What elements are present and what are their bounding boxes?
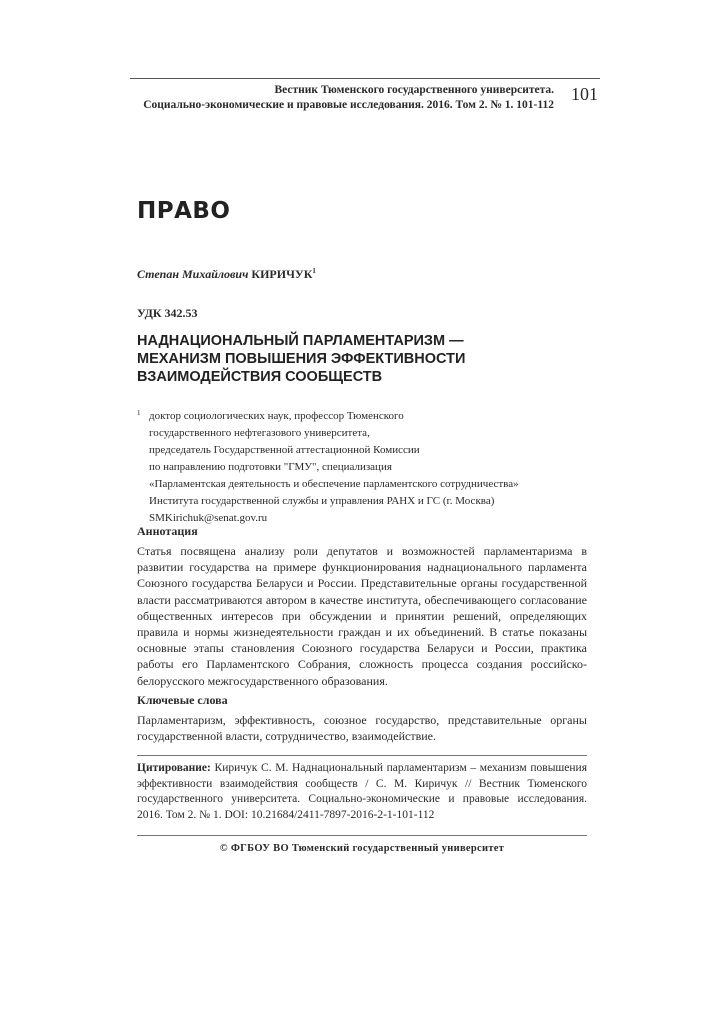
copyright-notice: © ФГБОУ ВО Тюменский государственный университет	[219, 843, 505, 854]
journal-header	[130, 78, 600, 111]
page-number: 101	[571, 84, 598, 104]
affiliation-line: государственного нефтегазового университета,	[149, 427, 370, 439]
udk-code: УДК 342.53	[137, 306, 198, 320]
journal-info	[130, 83, 554, 113]
affiliation-line: Института государственной службы и управления РАНХ и ГС (г. Москва)	[149, 495, 495, 507]
affiliation-mark: 1	[137, 409, 141, 417]
author-name: Степан Михайлович	[137, 267, 249, 281]
author-footnote-mark: 1	[312, 267, 316, 275]
affiliation-line: доктор социологических наук, профессор Тюменского	[149, 410, 404, 422]
article-title-line: МЕХАНИЗМ ПОВЫШЕНИЯ ЭФФЕКТИВНОСТИ	[137, 351, 466, 367]
abstract-text: Статья посвящена анализу роли депутатов и возможностей парламентаризма в развитии государства на примере функционирования наднационального парламента Союзного государства Беларуси и России. Представительные органы государственной власти рассматриваются автором в качестве института, обеспечивающего согласование общественных интересов при обсуждении и принятии решений, определяющих правила и нормы жизнедеятельности граждан и их объединений. В статье показаны основные этапы становления Союзного государства Беларуси и России, практика работы его Парламентского Собрания, сложность процесса создания российско-белорусского межгосударственного образования.	[137, 544, 587, 688]
author-surname: КИРИЧУК	[251, 267, 313, 281]
citation-divider	[137, 835, 587, 836]
affiliation-line: по направлению подготовки "ГМУ", специализация	[149, 461, 392, 473]
citation-text: Киричук С. М. Наднациональный парламентаризм – механизм повышения эффективности взаимодействия сообществ / С. М. Киричук // Вестник Тюменского государственного университета. Социально-экономические и правовые исследования. 2016. Том 2. № 1. DOI: 10.21684/2411-7897-2016-2-1-101-112	[137, 762, 587, 821]
article-title-line: НАДНАЦИОНАЛЬНЫЙ ПАРЛАМЕНТАРИЗМ —	[137, 333, 464, 349]
author-affiliation	[137, 408, 597, 527]
section-title: ПРАВО	[137, 198, 231, 224]
article-title-line: ВЗАИМОДЕЙСТВИЯ СООБЩЕСТВ	[137, 369, 383, 385]
author-email: SMKirichuk@senat.gov.ru	[149, 512, 268, 524]
author-line	[137, 267, 316, 282]
keywords-text: Парламентаризм, эффективность, союзное государство, представительные органы государственной власти, сотрудничество, взаимодействие.	[137, 713, 587, 744]
article-title	[137, 332, 577, 386]
citation-block	[137, 755, 587, 823]
journal-issue: Социально-экономические и правовые исследования. 2016. Том 2. № 1. 101-112	[143, 99, 554, 111]
affiliation-line: председатель Государственной аттестационной Комиссии	[149, 444, 420, 456]
journal-title: Вестник Тюменского государственного университета.	[274, 84, 554, 96]
abstract-heading: Аннотация	[137, 524, 198, 538]
affiliation-line: «Парламентская деятельность и обеспечение парламентского сотрудничества»	[149, 478, 519, 490]
keywords-heading: Ключевые слова	[137, 693, 228, 707]
citation-label: Цитирование:	[137, 762, 211, 774]
